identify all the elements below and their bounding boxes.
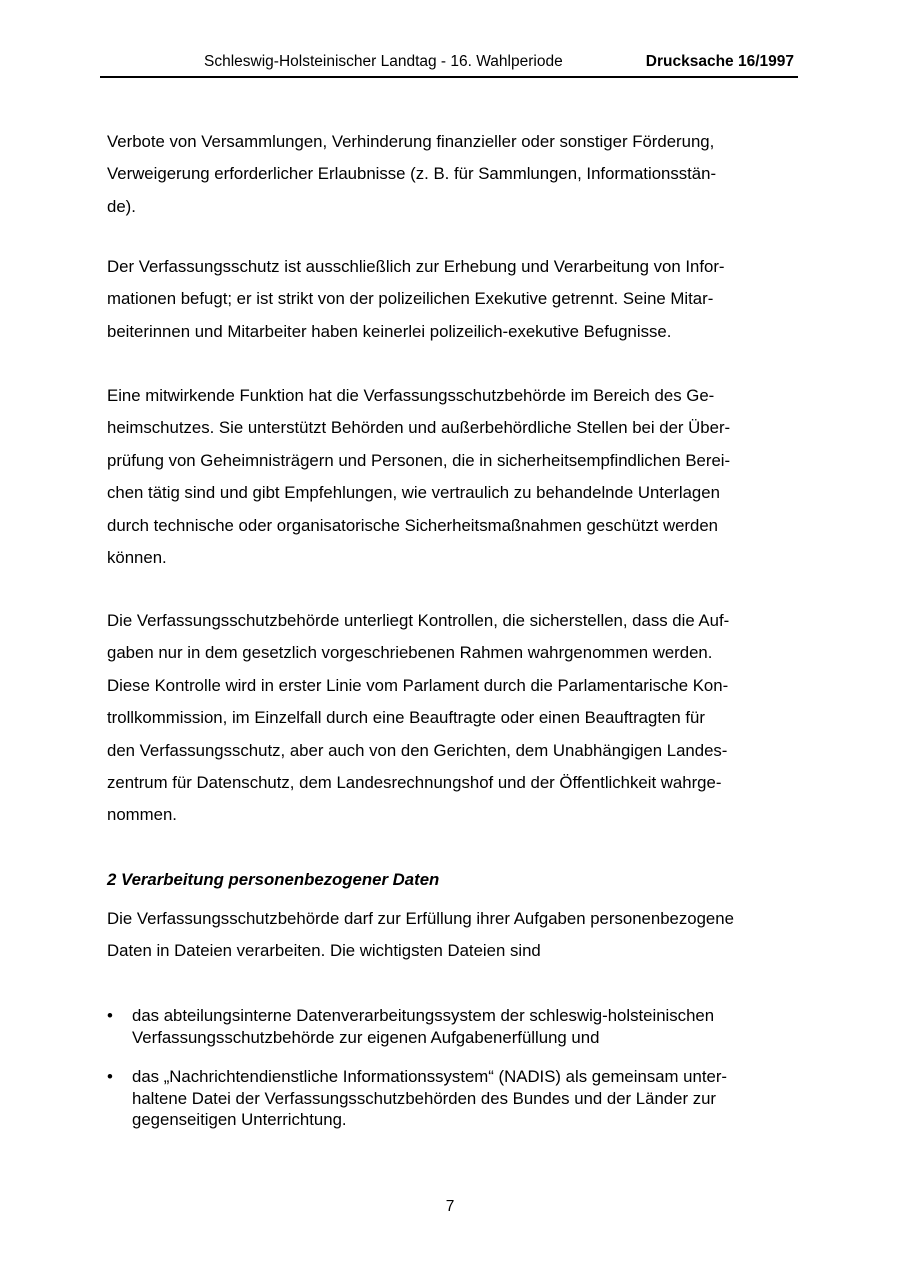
text-line: Diese Kontrolle wird in erster Linie vom Parlament durch die Parlamentarische Kon- xyxy=(107,675,729,695)
text-line: haltene Datei der Verfassungsschutzbehörden des Bundes und der Länder zur xyxy=(132,1088,717,1108)
list-item xyxy=(107,1005,807,1048)
header-title: Schleswig-Holsteinischer Landtag - 16. Wahlperiode xyxy=(204,53,563,70)
text-line: das „Nachrichtendienstliche Informationssystem“ (NADIS) als gemeinsam unter- xyxy=(132,1067,728,1086)
text-line: Verweigerung erforderlicher Erlaubnisse (z. B. für Sammlungen, Informationsstän- xyxy=(107,164,717,184)
document-number: Drucksache 16/1997 xyxy=(645,53,794,70)
text-line: Verfassungsschutzbehörde zur eigenen Aufgabenerfüllung und xyxy=(132,1027,600,1047)
text-line: zentrum für Datenschutz, dem Landesrechnungshof und der Öffentlichkeit wahrge- xyxy=(107,773,722,793)
text-line: Daten in Dateien verarbeiten. Die wichtigsten Dateien sind xyxy=(107,941,541,961)
bullet-icon: • xyxy=(107,1006,113,1025)
text-line: heimschutzes. Sie unterstützt Behörden und außerbehördliche Stellen bei der Über- xyxy=(107,418,731,438)
page-number: 7 xyxy=(445,1198,455,1215)
paragraph-3 xyxy=(107,380,807,574)
list-item xyxy=(107,1066,807,1131)
text-line: gaben nur in dem gesetzlich vorgeschriebenen Rahmen wahrgenommen werden. xyxy=(107,643,713,663)
bullet-icon: • xyxy=(107,1067,113,1086)
bullet-list xyxy=(107,1005,807,1131)
paragraph-1 xyxy=(107,126,807,223)
text-line: Der Verfassungsschutz ist ausschließlich zur Erhebung und Verarbeitung von Infor- xyxy=(107,257,725,276)
text-line: Verbote von Versammlungen, Verhinderung finanzieller oder sonstiger Förderung, xyxy=(107,132,715,151)
text-line: Die Verfassungsschutzbehörde unterliegt Kontrollen, die sicherstellen, dass die Auf- xyxy=(107,611,730,630)
section-intro xyxy=(107,903,807,968)
text-line: den Verfassungsschutz, aber auch von den Gerichten, dem Unabhängigen Landes- xyxy=(107,740,728,760)
page-header xyxy=(100,52,798,78)
text-line: gegenseitigen Unterrichtung. xyxy=(132,1110,347,1129)
text-line: beiterinnen und Mitarbeiter haben keinerlei polizeilich-exekutive Befugnisse. xyxy=(107,321,672,341)
text-line: mationen befugt; er ist strikt von der polizeilichen Exekutive getrennt. Seine Mitar- xyxy=(107,289,714,309)
section-heading: 2 Verarbeitung personenbezogener Daten xyxy=(107,870,440,889)
text-line: durch technische oder organisatorische Sicherheitsmaßnahmen geschützt werden xyxy=(107,515,718,535)
text-line: Eine mitwirkende Funktion hat die Verfassungsschutzbehörde im Bereich des Ge- xyxy=(107,386,715,405)
text-line: Die Verfassungsschutzbehörde darf zur Erfüllung ihrer Aufgaben personenbezogene xyxy=(107,909,734,928)
text-line: prüfung von Geheimnisträgern und Personen, die in sicherheitsempfindlichen Berei- xyxy=(107,450,731,470)
text-line: chen tätig sind und gibt Empfehlungen, wie vertraulich zu behandelnde Unterlagen xyxy=(107,483,720,503)
text-line: de). xyxy=(107,196,136,216)
text-line: das abteilungsinterne Datenverarbeitungssystem der schleswig-holsteinischen xyxy=(132,1006,715,1025)
text-line: trollkommission, im Einzelfall durch eine Beauftragte oder einen Beauftragten für xyxy=(107,708,705,728)
text-line: nommen. xyxy=(107,805,177,825)
text-line: können. xyxy=(107,548,167,568)
paragraph-4 xyxy=(107,605,807,832)
paragraph-2 xyxy=(107,251,807,348)
